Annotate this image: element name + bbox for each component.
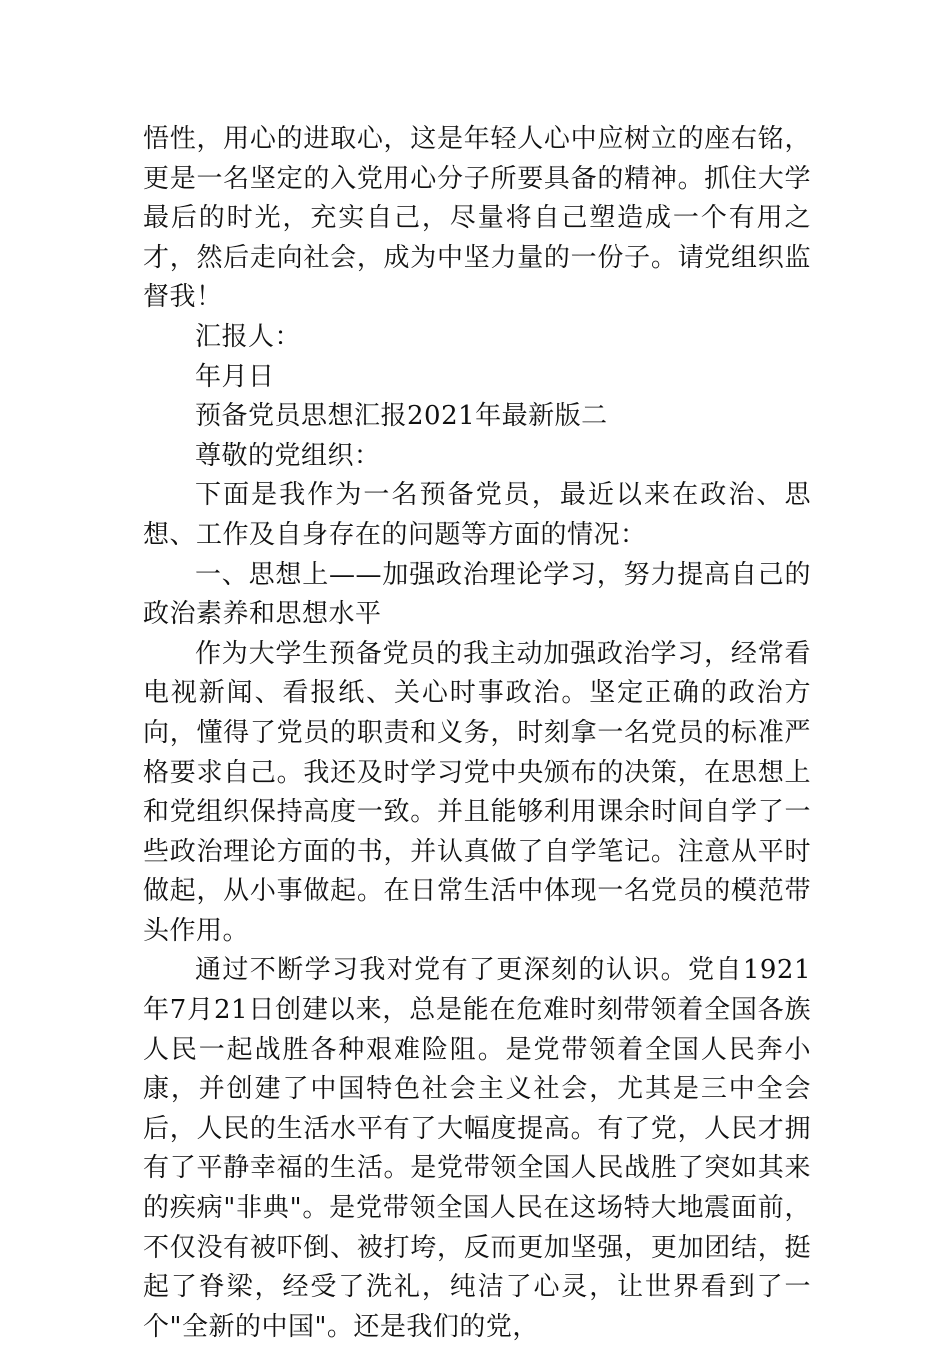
paragraph-party-history: 通过不断学习我对党有了更深刻的认识。党自1921年7月21日创建以来，总是能在危难时刻带领着全国各族人民一起战胜各种艰难险阻。是党带领着全国人民奔小康，并创建了中国特色社会主义社会，尤其是三中全会后，人民的生活水平有了大幅度提高。有了党，人民才拥有了平静幸福的生活。是党带领全国人民战胜了突如其来的疾病"非典"。是党带领全国人民在这场特大地震面前，不仅没有被吓倒、被打垮，反而更加坚强，更加团结，挺起了脊梁，经受了洗礼，纯洁了心灵，让世界看到了一个"全新的中国"。还是我们的党， xyxy=(143,955,811,1342)
date-label: 年月日 xyxy=(195,361,275,392)
paragraph-study: 作为大学生预备党员的我主动加强政治学习，经常看电视新闻、看报纸、关心时事政治。坚定正确的政治方向，懂得了党员的职责和义务，时刻拿一名党员的标准严格要求自己。我还及时学习党中央颁布的决策，在思想上和党组织保持高度一致。并且能够利用课余时间自学了一些政治理论方面的书，并认真做了自学笔记。注意从平时做起，从小事做起。在日常生活中体现一名党员的模范带头作用。 xyxy=(143,638,811,946)
reporter-label: 汇报人： xyxy=(195,321,302,352)
paragraph-intro: 下面是我作为一名预备党员，最近以来在政治、思想、工作及自身存在的问题等方面的情况： xyxy=(143,480,811,550)
paragraph-continuation: 悟性，用心的进取心，这是年轻人心中应树立的座右铭，更是一名坚定的入党用心分子所要具备的精神。抓住大学最后的时光，充实自己，尽量将自己塑造成一个有用之才，然后走向社会，成为中坚力量的一份子。请党组织监督我！ xyxy=(143,124,811,313)
heading-ideology: 一、思想上——加强政治理论学习，努力提高自己的政治素养和思想水平 xyxy=(143,559,811,630)
section-title: 预备党员思想汇报2021年最新版二 xyxy=(195,401,608,432)
salutation: 尊敬的党组织： xyxy=(195,440,381,471)
document-page xyxy=(143,120,811,1347)
